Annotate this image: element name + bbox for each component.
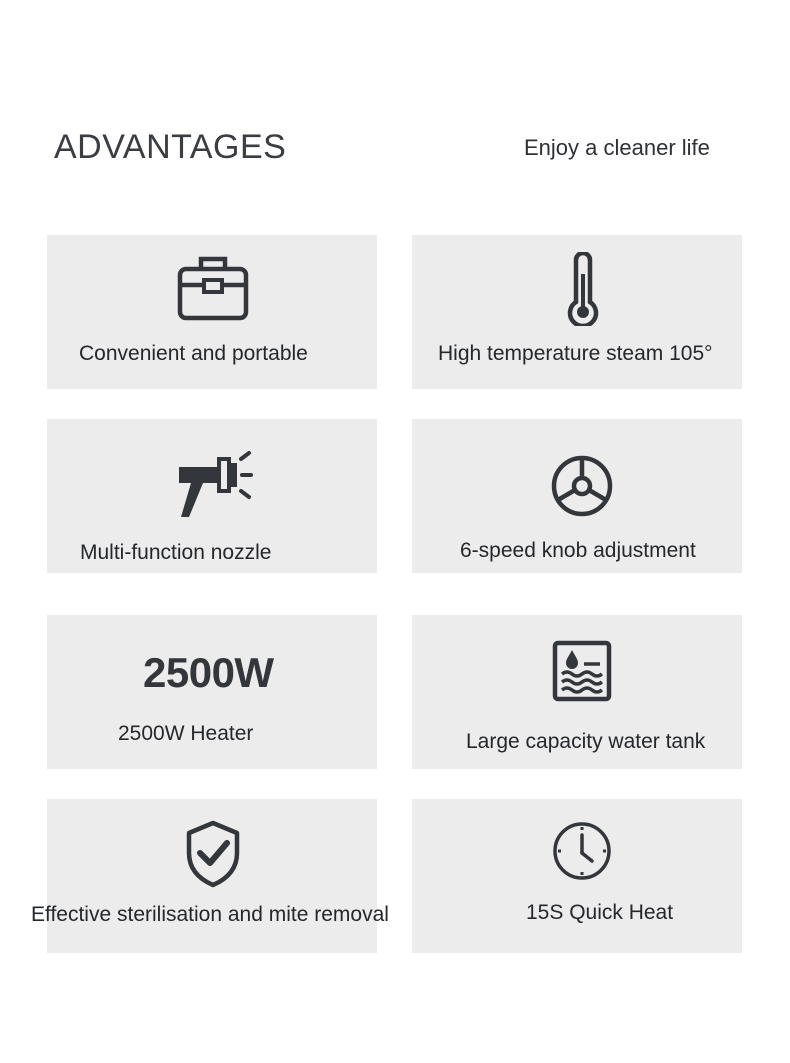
feature-card-sterilisation — [31, 799, 389, 953]
clock-icon — [552, 821, 612, 881]
feature-label: 6-speed knob adjustment — [460, 539, 696, 562]
feature-card-knob — [412, 419, 742, 573]
spray-nozzle-icon — [175, 445, 255, 521]
knob-icon — [550, 454, 614, 518]
feature-card-heater — [47, 615, 377, 769]
shield-check-icon — [185, 819, 241, 889]
water-tank-icon — [552, 640, 612, 702]
feature-label: 15S Quick Heat — [526, 901, 674, 924]
feature-label: Large capacity water tank — [466, 730, 706, 753]
feature-card-water-tank — [412, 615, 742, 769]
feature-card-steam — [412, 235, 742, 389]
power-headline: 2500W — [143, 649, 274, 696]
feature-card-nozzle — [47, 419, 377, 573]
feature-label: High temperature steam 105° — [438, 342, 713, 365]
feature-label: 2500W Heater — [118, 722, 254, 745]
advantages-heading: ADVANTAGES — [54, 128, 287, 166]
feature-label: Multi-function nozzle — [80, 541, 272, 564]
feature-card-quick-heat — [412, 799, 742, 953]
tagline: Enjoy a cleaner life — [524, 135, 710, 160]
thermometer-icon — [565, 252, 601, 326]
feature-label: Convenient and portable — [79, 342, 308, 365]
toolbox-icon — [177, 253, 249, 321]
feature-card-portable — [47, 235, 377, 389]
feature-label: Effective sterilisation and mite removal — [31, 903, 389, 926]
